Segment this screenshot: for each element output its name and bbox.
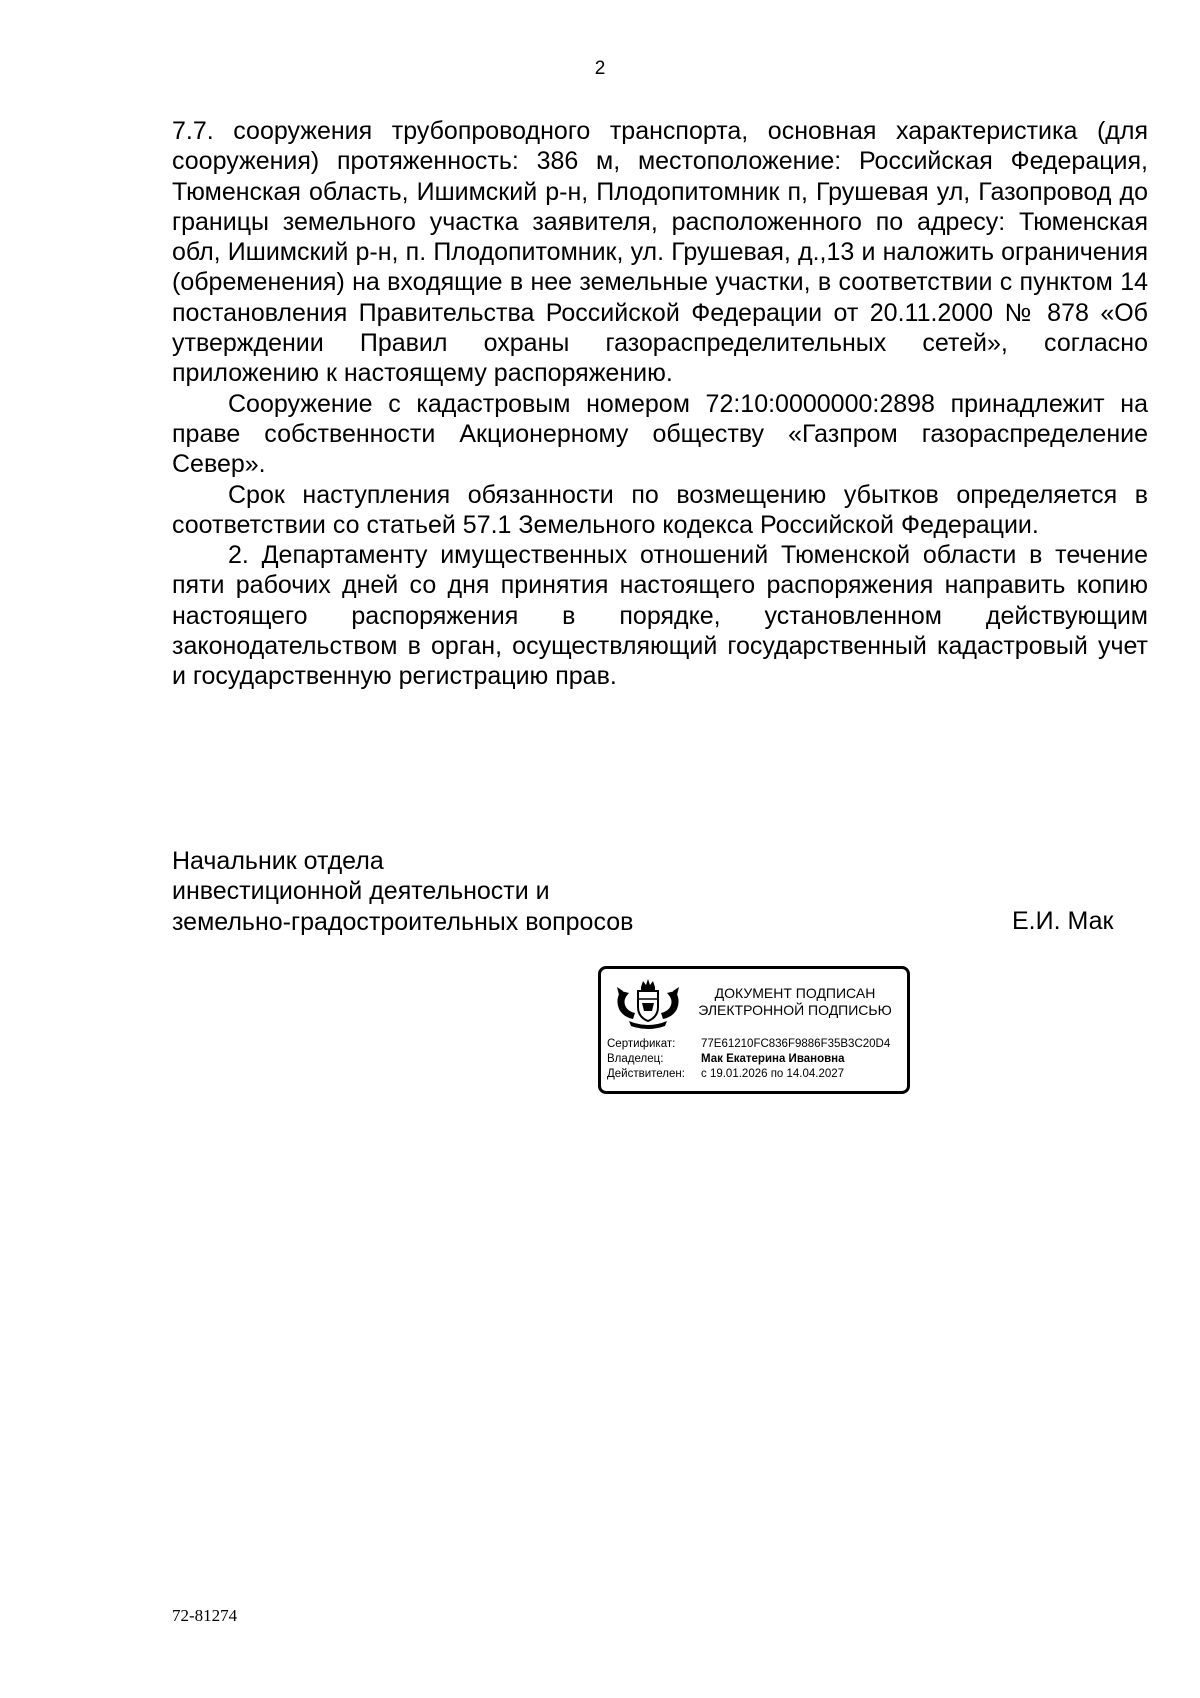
stamp-details (607, 1037, 890, 1082)
owner-row (607, 1052, 890, 1067)
validity-row (607, 1067, 890, 1082)
position-line: земельно-градостроительных вопросов (172, 907, 634, 936)
paragraph-ownership: Сооружение с кадастровым номером 72:10:0000000:2898 принадлежит на праве собственности Акционерному обществу «Газпром газораспределение Север». (172, 389, 1148, 479)
certificate-row (607, 1037, 890, 1052)
paragraph-item-2: 2. Департаменту имущественных отношений Тюменской области в течение пяти рабочих дней со дня принятия настоящего распоряжения направить копию настоящего распоряжения в порядке, установленном действующим законодательством в орган, осуществляющий государственный кадастровый учет и государственную регистрацию прав. (172, 541, 1148, 691)
signatory-position (172, 846, 633, 937)
position-line: инвестиционной деятельности и (172, 877, 550, 906)
owner-label: Владелец: (607, 1053, 664, 1065)
validity-value: с 19.01.2026 по 14.04.2027 (701, 1068, 845, 1080)
document-body (172, 116, 1148, 692)
stamp-title (685, 985, 905, 1019)
stamp-title-line: ЭЛЕКТРОННОЙ ПОДПИСЬЮ (698, 1002, 892, 1018)
stamp-title-line: ДОКУМЕНТ ПОДПИСАН (714, 985, 876, 1001)
certificate-value: 77E61210FC836F9886F35B3C20D4 (701, 1038, 891, 1050)
tyumen-coat-of-arms-icon (611, 977, 685, 1031)
owner-value: Мак Екатерина Ивановна (701, 1053, 845, 1065)
paragraph-item-7-7: 7.7. сооружения трубопроводного транспорта, основная характеристика (для сооружения) протяженность: 386 м, местоположение: Российская Федерация, Тюменская область, Ишимский р-н, Плодопитомник п, Грушевая ул, Газопровод до границы земельного участка заявителя, расположенного по адресу: Тюменская обл, Ишимский р-н, п. Плодопитомник, ул. Грушевая, д.,13 и наложить ограничения (обременения) на входящие в нее земельные участки, в соответствии с пунктом 14 постановления Правительства Российской Федерации от 20.11.2000 № 878 «Об утверждении Правил охраны газораспределительных сетей», согласно приложению к настоящему распоряжению. (172, 117, 1148, 388)
electronic-signature-stamp (598, 966, 910, 1094)
document-code: 72-81274 (172, 1606, 238, 1625)
page-number: 2 (594, 58, 606, 79)
position-line: Начальник отдела (172, 847, 384, 875)
signatory-name: Е.И. Мак (1012, 907, 1114, 935)
validity-label: Действителен: (607, 1068, 685, 1080)
certificate-label: Сертификат: (607, 1038, 676, 1050)
paragraph-compensation: Срок наступления обязанности по возмещению убытков определяется в соответствии со статьей 57.1 Земельного кодекса Российской Федерации. (172, 480, 1148, 539)
